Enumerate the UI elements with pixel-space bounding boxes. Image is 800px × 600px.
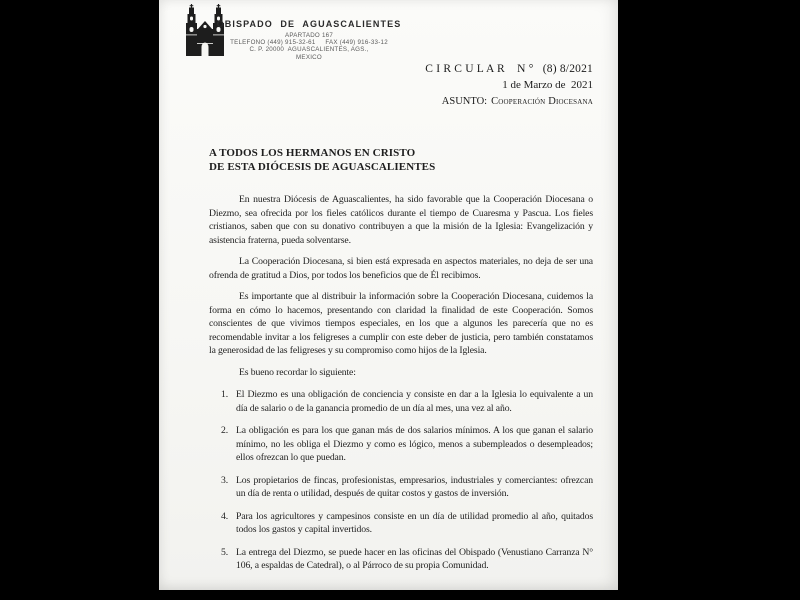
paragraph-3: Es importante que al distribuir la información sobre la Cooperación Diocesana, cuidemos la forma en cómo lo hacemos, presentando con claridad la finalidad de este Cooperación. Somos conscientes de que vivimos tiempos especiales, en los que a algunos les parecería que no es recomendable invitar a los feligreses a cumplir con este deber de justicia, pero también constatamos la generosidad de las feligreses y su compromiso como hijos de la Iglesia. [209,291,593,356]
list-item-number: 2. [221,425,229,436]
subject-label: ASUNTO: [441,96,488,107]
list-item [221,546,593,573]
list-item-number: 1. [221,389,229,400]
numbered-list [221,388,593,573]
letterhead-po-box: APARTADO 167 [284,32,334,39]
list-item [221,474,593,501]
list-item-text: La obligación es para los que ganan más de dos salarios mínimos. A los que ganan el salario mínimo, no les obliga el Diezmo y como es lógico, menos a subempleados o desempleados; ellos ofrezcan lo que puedan. [236,425,593,463]
list-item [221,388,593,415]
paragraph-2: La Cooperación Diocesana, si bien está expresada en aspectos materiales, no deja de ser una ofrenda de gratitud a Dios, por todos los beneficios que de Él recibimos. [209,256,593,281]
paragraph-1: En nuestra Diócesis de Aguascalientes, ha sido favorable que la Cooperación Diocesana o Diezmo, sea ofrecida por los fieles católicos durante el tiempo de Cuaresma y Pascua. Los fieles cristianos, saben que con su donativo contribuyen a que la misión de la Iglesia: Evangelización y asistencia fraterna, pueda solventarse. [209,194,593,246]
list-item-number: 4. [221,510,229,522]
circular-date: 1 de Marzo de 2021 [502,79,593,91]
letterhead-phone-fax: TELEFONO (449) 915-32-61 FAX (449) 916-33-12 [230,39,388,47]
list-intro: Es bueno recordar lo siguiente: [239,366,356,378]
list-item-number: 5. [221,546,229,558]
salutation [209,146,593,174]
list-item-text: Los propietarios de fincas, profesionistas, empresarios, industriales y comerciantes: ofrezcan un día de renta o utilidad, después de quitar costos y gastos de inversión. [236,474,593,499]
letter-body [209,146,593,573]
list-item [221,510,593,537]
scanned-letter-page [159,0,618,590]
subject-value: Cooperación Diocesana [491,96,593,107]
letterhead [214,19,404,61]
list-item [221,424,593,465]
circular-header [425,63,593,107]
circular-number: C I R C U L A R N ° (8) 8/2021 [425,63,593,75]
list-item-text: La entrega del Diezmo, se puede hacer en las oficinas del Obispado (Venustiano Carranza N° 106, a espaldas de Catedral), o al Párroco de su propia Comunidad. [236,546,593,571]
salutation-line-2: DE ESTA DIÓCESIS DE AGUASCALIENTES [209,161,436,173]
letterhead-address: C. P. 20000 AGUASCALIENTES, AGS., [249,46,369,54]
salutation-line-1: A TODOS LOS HERMANOS EN CRISTO [209,147,416,159]
list-item-number: 3. [221,474,229,486]
list-item-text: Para los agricultores y campesinos consiste en un día de utilidad promedio al año, quitados todos los gastos y capital invertidos. [236,510,593,535]
letterhead-country: MEXICO [296,53,322,61]
circular-subject [425,96,593,107]
org-name: OBISPADO DE AGUASCALIENTES [216,19,402,29]
list-item-text: El Diezmo es una obligación de conciencia y consiste en dar a la Iglesia lo equivalente a un día de salario o de la ganancia promedio de un día al mes, una vez al año. [236,389,593,414]
